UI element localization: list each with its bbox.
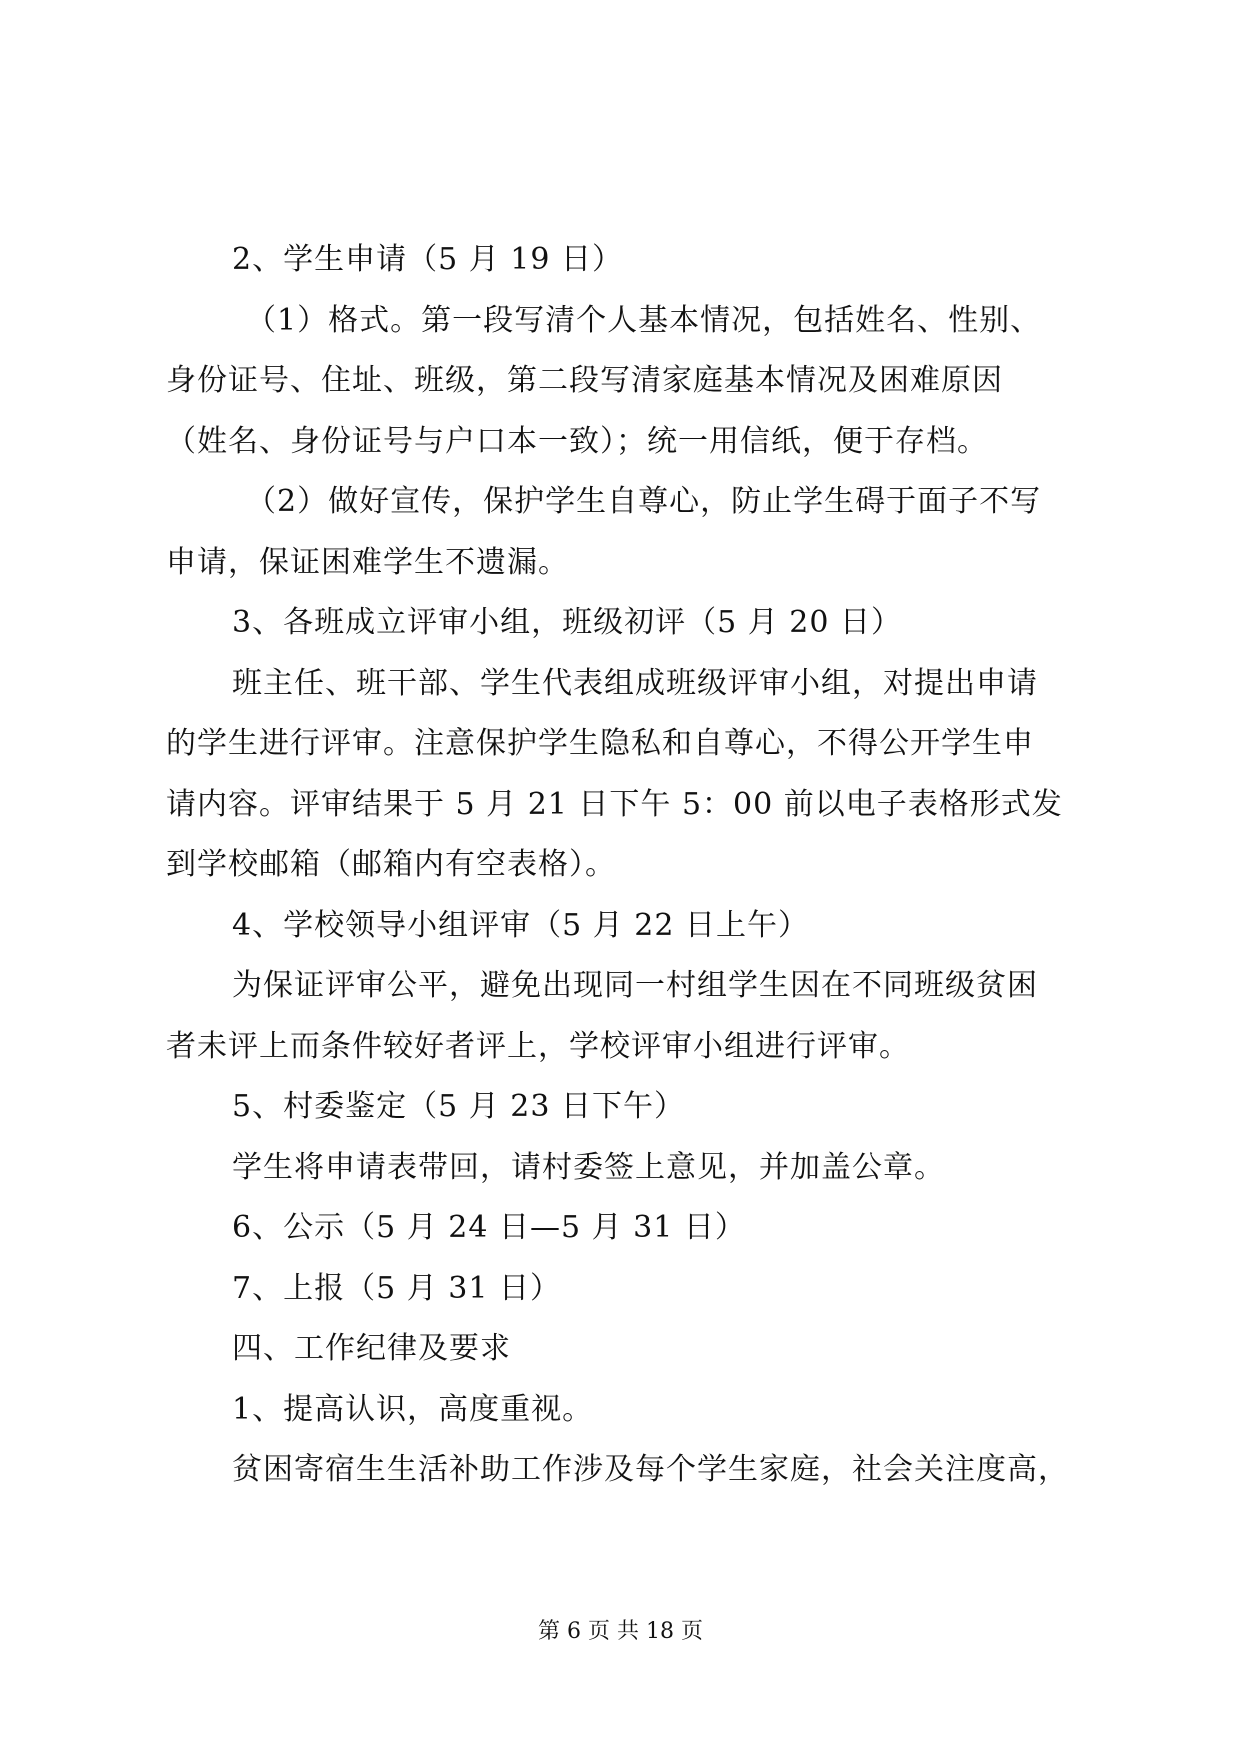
paragraph-awareness: 贫困寄宿生生活补助工作涉及每个学生家庭，社会关注度高， <box>232 1452 1069 1487</box>
paragraph-class-review-continued: 的学生进行评审。注意保护学生隐私和自尊心，不得公开学生申 <box>166 726 1034 761</box>
paragraph-class-review-continued: 到学校邮箱（邮箱内有空表格）。 <box>166 847 616 882</box>
paragraph-format-item: （1）格式。第一段写清个人基本情况，包括姓名、性别、 <box>246 302 1042 338</box>
heading-student-application: 2、学生申请（5 月 19 日） <box>232 242 623 277</box>
heading-report: 7、上报（5 月 31 日） <box>232 1270 561 1306</box>
paragraph-class-review-continued: 请内容。评审结果于 5 月 21 日下午 5：00 前以电子表格形式发 <box>166 786 1063 822</box>
heading-school-review: 4、学校领导小组评审（5 月 22 日上午） <box>232 907 809 943</box>
document-body <box>166 230 1076 1501</box>
heading-village-appraisal: 5、村委鉴定（5 月 23 日下午） <box>232 1089 685 1124</box>
paragraph-format-continued: （姓名、身份证号与户口本一致）；统一用信纸，便于存档。 <box>166 423 988 459</box>
page-number-footer: 第 6 页 共 18 页 <box>538 1619 703 1644</box>
paragraph-school-review-continued: 者未评上而条件较好者评上，学校评审小组进行评审。 <box>166 1028 910 1064</box>
paragraph-class-review: 班主任、班干部、学生代表组成班级评审小组，对提出申请 <box>232 665 1038 701</box>
paragraph-publicity-continued: 申请，保证困难学生不遗漏。 <box>166 544 569 580</box>
heading-publicity: 6、公示（5 月 24 日—5 月 31 日） <box>232 1210 746 1245</box>
paragraph-format-continued: 身份证号、住址、班级，第二段写清家庭基本情况及困难原因 <box>166 363 1003 398</box>
paragraph-publicity-item: （2）做好宣传，保护学生自尊心，防止学生碍于面子不写 <box>246 484 1042 519</box>
paragraph-village-appraisal: 学生将申请表带回，请村委签上意见，并加盖公章。 <box>232 1149 945 1185</box>
section-heading-discipline: 四、工作纪律及要求 <box>232 1331 511 1366</box>
heading-class-review: 3、各班成立评审小组，班级初评（5 月 20 日） <box>232 605 902 640</box>
heading-awareness: 1、提高认识，高度重视。 <box>232 1391 594 1427</box>
paragraph-school-review: 为保证评审公平，避免出现同一村组学生因在不同班级贫困 <box>232 968 1038 1003</box>
